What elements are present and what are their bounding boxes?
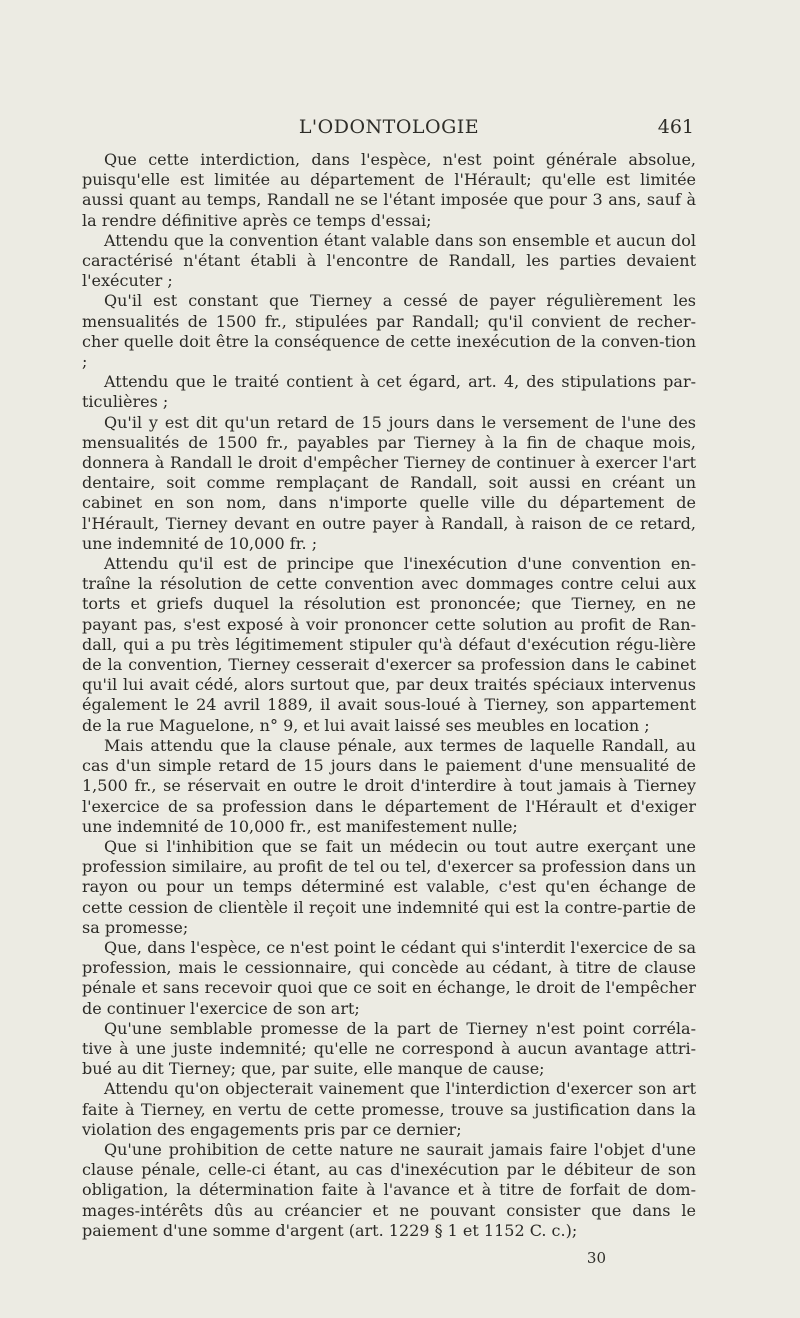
paragraph: Attendu qu'on objecterait vainement que l'interdiction d'exercer son art faite à Tierney, en vertu de cette promesse, trouve sa justification dans la violation des engagements pris par ce dernier; xyxy=(82,1079,696,1139)
paragraph: Attendu qu'il est de principe que l'inexécution d'une convention en-traîne la résolution de cette convention avec dommages contre celui aux torts et griefs duquel la résolution est prononcée; que Tierney, en ne payant pas, s'est exposé à voir prononcer cette solution au profit de Ran-dall, qui a pu très légitimement stipuler qu'à défaut d'exécution régu-lière de la convention, Tierney cesserait d'exercer sa profession dans le cabinet qu'il lui avait cédé, alors surtout que, par deux traités spéciaux intervenus également le 24 avril 1889, il avait sous-loué à Tierney, son appartement de la rue Maguelone, n° 9, et lui avait laissé ses meubles en location ; xyxy=(82,554,696,735)
document-page xyxy=(82,112,696,1267)
running-title: L'ODONTOLOGIE xyxy=(298,116,480,138)
body-text xyxy=(82,150,696,1241)
paragraph: Que, dans l'espèce, ce n'est point le cédant qui s'interdit l'exercice de sa profession, mais le cessionnaire, qui concède au cédant, à titre de clause pénale et sans recevoir quoi que ce soit en échange, le droit de l'empêcher de continuer l'exercice de son art; xyxy=(82,937,696,1018)
paragraph: Mais attendu que la clause pénale, aux termes de laquelle Randall, au cas d'un simple retard de 15 jours dans le paiement d'une mensualité de 1,500 fr., se réservait en outre le droit d'interdire à tout jamais à Tierney l'exercice de sa profession dans le département de l'Hérault et d'exiger une indemnité de 10,000 fr., est manifestement nulle; xyxy=(82,735,696,836)
paragraph: Que si l'inhibition que se fait un médecin ou tout autre exerçant une profession similaire, au profit de tel ou tel, d'exercer sa profession dans un rayon ou pour un temps déterminé est valable, c'est qu'en échange de cette cession de clientèle il reçoit une indemnité qui est la contre-partie de sa promesse; xyxy=(82,836,696,937)
page-header xyxy=(82,112,696,146)
paragraph: Qu'il est constant que Tierney a cessé de payer régulièrement les mensualités de 1500 fr., stipulées par Randall; qu'il convient de recher-cher quelle doit être la conséquence de cette inexécution de la conven-tion ; xyxy=(82,291,696,372)
paragraph: Que cette interdiction, dans l'espèce, n'est point générale absolue, puisqu'elle est limitée au département de l'Hérault; qu'elle est limitée aussi quant au temps, Randall ne se l'étant imposée que pour 3 ans, sauf à la rendre définitive après ce temps d'essai; xyxy=(82,150,696,230)
paragraph: Qu'il y est dit qu'un retard de 15 jours dans le versement de l'une des mensualités de 1500 fr., payables par Tierney à la fin de chaque mois, donnera à Randall le droit d'empêcher Tierney de continuer à exercer l'art dentaire, soit comme remplaçant de Randall, soit aussi en créant un cabinet en son nom, dans n'importe quelle ville du département de l'Hérault, Tierney devant en outre payer à Randall, à raison de ce retard, une indemnité de 10,000 fr. ; xyxy=(82,412,696,553)
paragraph: Qu'une prohibition de cette nature ne saurait jamais faire l'objet d'une clause pénale, celle-ci étant, au cas d'inexécution par le débiteur de son obligation, la détermination faite à l'avance et à titre de forfait de dom-mages-intérêts dûs au créancier et ne pouvant consister que dans le paiement d'une somme d'argent (art. 1229 § 1 et 1152 C. c.); xyxy=(82,1139,696,1240)
paragraph: Attendu que la convention étant valable dans son ensemble et aucun dol caractérisé n'étant établi à l'encontre de Randall, les parties devaient l'exécuter ; xyxy=(82,230,696,291)
paragraph: Qu'une semblable promesse de la part de Tierney n'est point corréla-tive à une juste indemnité; qu'elle ne correspond à aucun avantage attri-bué au dit Tierney; que, par suite, elle manque de cause; xyxy=(82,1018,696,1079)
signature-mark: 30 xyxy=(586,1248,606,1267)
paragraph: Attendu que le traité contient à cet égard, art. 4, des stipulations par-ticulières ; xyxy=(82,372,696,412)
page-number: 461 xyxy=(657,116,694,138)
